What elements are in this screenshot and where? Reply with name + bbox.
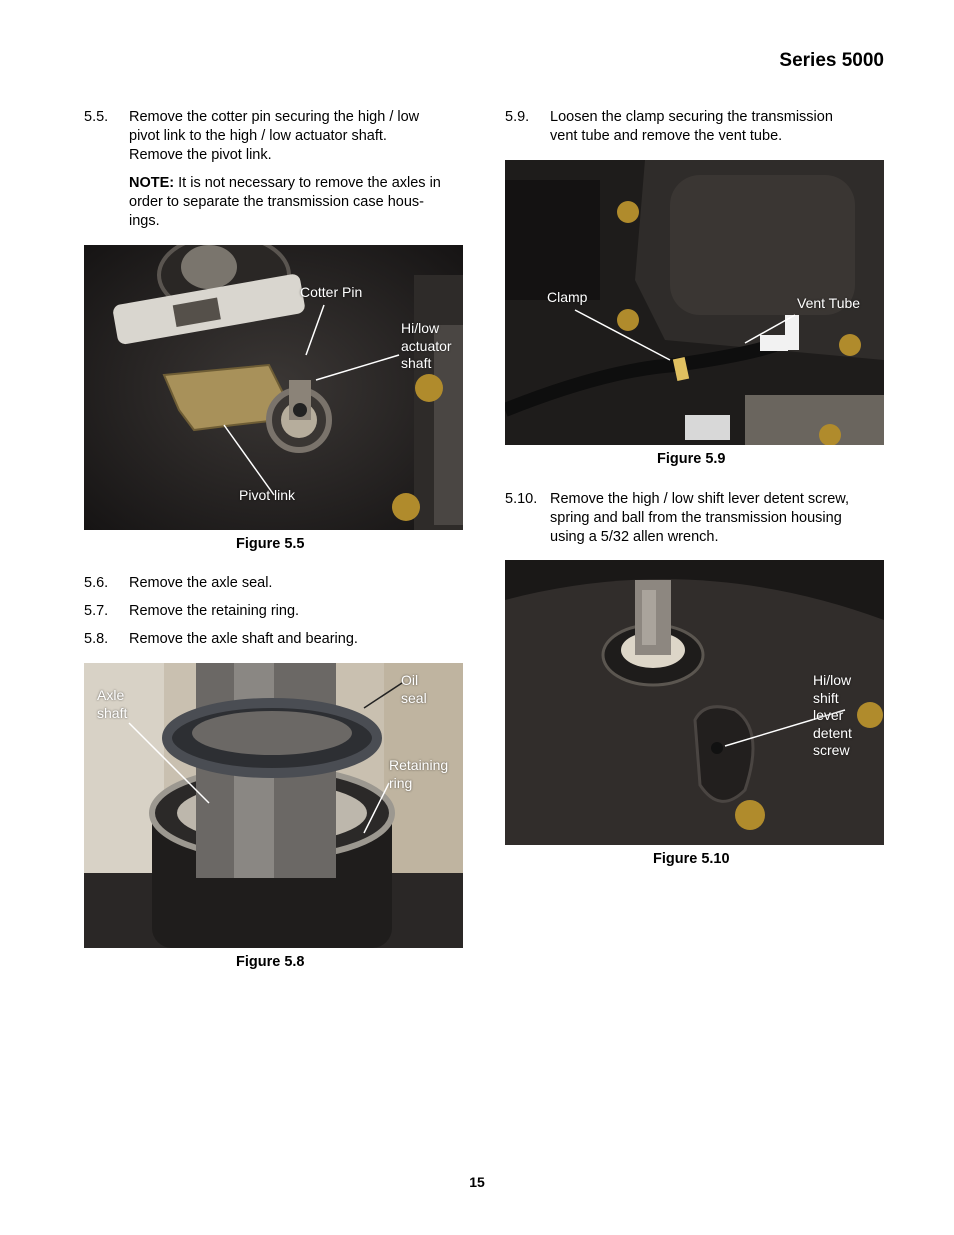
step-line: vent tube and remove the vent tube. <box>550 128 783 144</box>
step-text: Remove the retaining ring. <box>129 603 300 619</box>
figure-5-5-caption: Figure 5.5 <box>236 536 305 552</box>
figure-5-10-photo <box>505 560 884 845</box>
step-text: Remove the axle shaft and bearing. <box>129 631 358 647</box>
figure-5-9-caption: Figure 5.9 <box>657 451 726 467</box>
note-text: It is not necessary to remove the axles in <box>178 175 441 191</box>
vent-tube-label: Vent Tube <box>797 295 861 311</box>
actuator-shaft-label: Hi/low actuator shaft <box>401 320 452 371</box>
step-5-7 <box>84 602 464 622</box>
step-number: 5.9. <box>505 109 530 125</box>
step-line: Loosen the clamp securing the transmission <box>550 109 833 125</box>
step-number: 5.5. <box>84 109 109 125</box>
step-number: 5.7. <box>84 603 109 619</box>
step-text <box>129 108 419 165</box>
oil-seal-label: Oil seal <box>401 672 427 706</box>
note-label: NOTE: <box>129 175 175 191</box>
step-line: Remove the high / low shift lever detent screw, <box>550 491 850 507</box>
page-number: 15 <box>469 1174 485 1190</box>
step-5-8 <box>84 630 464 650</box>
step-5-9 <box>505 108 885 148</box>
figure-5-9-photo <box>505 160 884 445</box>
step-text: Remove the axle seal. <box>129 575 273 591</box>
step-5-6 <box>84 574 464 594</box>
detent-screw-label: Hi/low shift lever detent screw <box>813 672 852 758</box>
figure-5-10-caption: Figure 5.10 <box>653 851 730 867</box>
figure-5-5-photo <box>84 245 463 530</box>
step-number: 5.10. <box>505 491 538 507</box>
figure-5-8-caption: Figure 5.8 <box>236 954 305 970</box>
note-line <box>129 174 469 193</box>
step-line: pivot link to the high / low actuator shaft. <box>129 128 387 144</box>
step-text <box>550 490 849 547</box>
page-title: Series 5000 <box>779 50 884 71</box>
cotter-pin-label: Cotter Pin <box>300 284 363 300</box>
step-line: Remove the cotter pin securing the high / low <box>129 109 420 125</box>
step-line: Remove the pivot link. <box>129 147 272 163</box>
step-line: using a 5/32 allen wrench. <box>550 529 719 545</box>
pivot-link-label: Pivot link <box>239 487 296 503</box>
step-5-10 <box>505 490 890 550</box>
step-5-5 <box>84 108 464 168</box>
retaining-ring-label: Retaining ring <box>389 757 449 791</box>
step-number: 5.8. <box>84 631 109 647</box>
note-line: order to separate the transmission case hous- <box>129 194 424 210</box>
step-line: spring and ball from the transmission housing <box>550 510 842 526</box>
step-text <box>550 108 833 146</box>
note-line: ings. <box>129 213 160 229</box>
note-block <box>129 174 469 231</box>
step-number: 5.6. <box>84 575 109 591</box>
figure-5-8-photo <box>84 663 463 948</box>
axle-shaft-label: Axle shaft <box>97 687 128 721</box>
clamp-label: Clamp <box>547 289 588 305</box>
